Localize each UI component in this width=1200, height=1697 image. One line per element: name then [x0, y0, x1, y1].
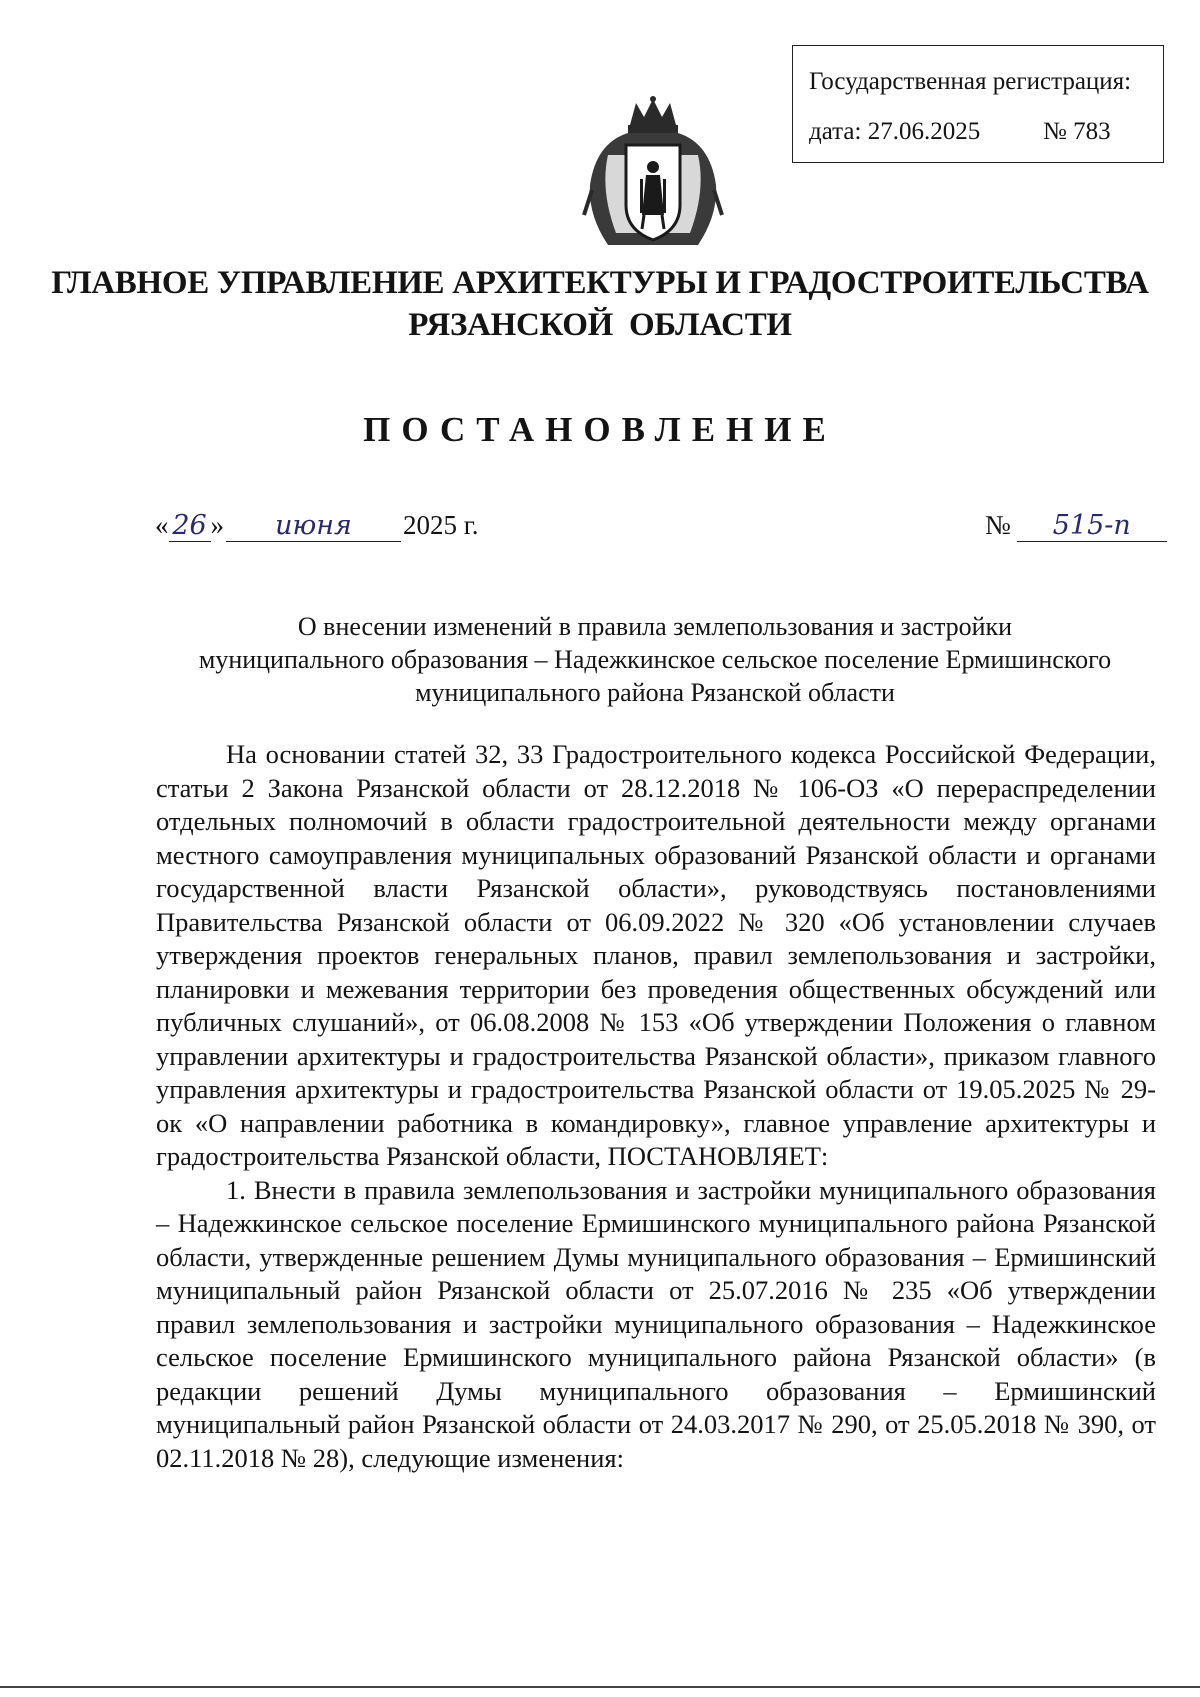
date-close-quote: »: [210, 510, 224, 540]
number-value: 515-п: [1017, 510, 1167, 542]
org-line-2: РЯЗАНСКОЙ ОБЛАСТИ: [408, 307, 792, 343]
subject-line-2: муниципального образования – Надежкинское сельское поселение Ермишинского: [198, 645, 1112, 674]
document-date: [155, 510, 479, 542]
body-paragraph-1: На основании статей 32, 33 Градостроительного кодекса Российской Федерации, статьи 2 Закона Рязанской области от 28.12.2018 № 106-ОЗ «О перераспределении отдельных полномочий в области градостроительной деятельности между органами местного самоуправления муниципальных образований Рязанской области и органами государственной власти Рязанской области», руководствуясь постановлениями Правительства Рязанской области от 06.09.2022 № 320 «Об установлении случаев утверждения проектов генеральных планов, правил землепользования и застройки, планировки и межевания территории без проведения общественных обсуждений или публичных слушаний», от 06.08.2008 № 153 «Об утверждении Положения о главном управлении архитектуры и градостроительства Рязанской области», приказом главного управления архитектуры и градостроительства Рязанской области от 19.05.2025 № 29-ок «О направлении работника в командировку», главное управление архитектуры и градостроительства Рязанской области, ПОСТАНОВЛЯЕТ:: [156, 739, 1156, 1171]
date-open-quote: «: [155, 510, 169, 540]
ryazan-coat-of-arms-icon: [578, 95, 728, 255]
registration-title: Государственная регистрация:: [809, 68, 1132, 95]
document-type: ПОСТАНОВЛЕНИЕ: [363, 410, 837, 449]
subject-line-1: О внесении изменений в правила землепользования и застройки: [297, 612, 1013, 641]
organization-name: [0, 262, 1200, 346]
number-label: №: [985, 510, 1011, 540]
document-subject: [150, 610, 1160, 709]
date-year: 2025 г.: [403, 510, 479, 540]
date-day: 26: [169, 510, 211, 542]
document-body: [156, 738, 1156, 1475]
page-bottom-rule: [0, 1686, 1200, 1688]
date-month: июня: [226, 510, 401, 542]
registration-date: дата: 27.06.2025: [809, 118, 981, 145]
org-line-1: ГЛАВНОЕ УПРАВЛЕНИЕ АРХИТЕКТУРЫ И ГРАДОСТРОИТЕЛЬСТВА: [51, 265, 1149, 301]
registration-stamp: [792, 45, 1164, 163]
body-paragraph-2: 1. Внести в правила землепользования и застройки муниципального образования – Надежкинское сельское поселение Ермишинского муниципального района Рязанской области, утвержденные решением Думы муниципального образования – Ермишинский муниципальный район Рязанской области от 25.07.2016 № 235 «Об утверждении правил землепользования и застройки муниципального образования – Надежкинское сельское поселение Ермишинского муниципального района Рязанской области» (в редакции решений Думы муниципального образования – Ермишинский муниципальный район Рязанской области от 24.03.2017 № 290, от 25.05.2018 № 390, от 02.11.2018 № 28), следующие изменения:: [156, 1174, 1156, 1473]
document-number: [985, 510, 1167, 542]
registration-number: № 783: [1043, 118, 1111, 145]
subject-line-3: муниципального района Рязанской области: [415, 678, 895, 707]
